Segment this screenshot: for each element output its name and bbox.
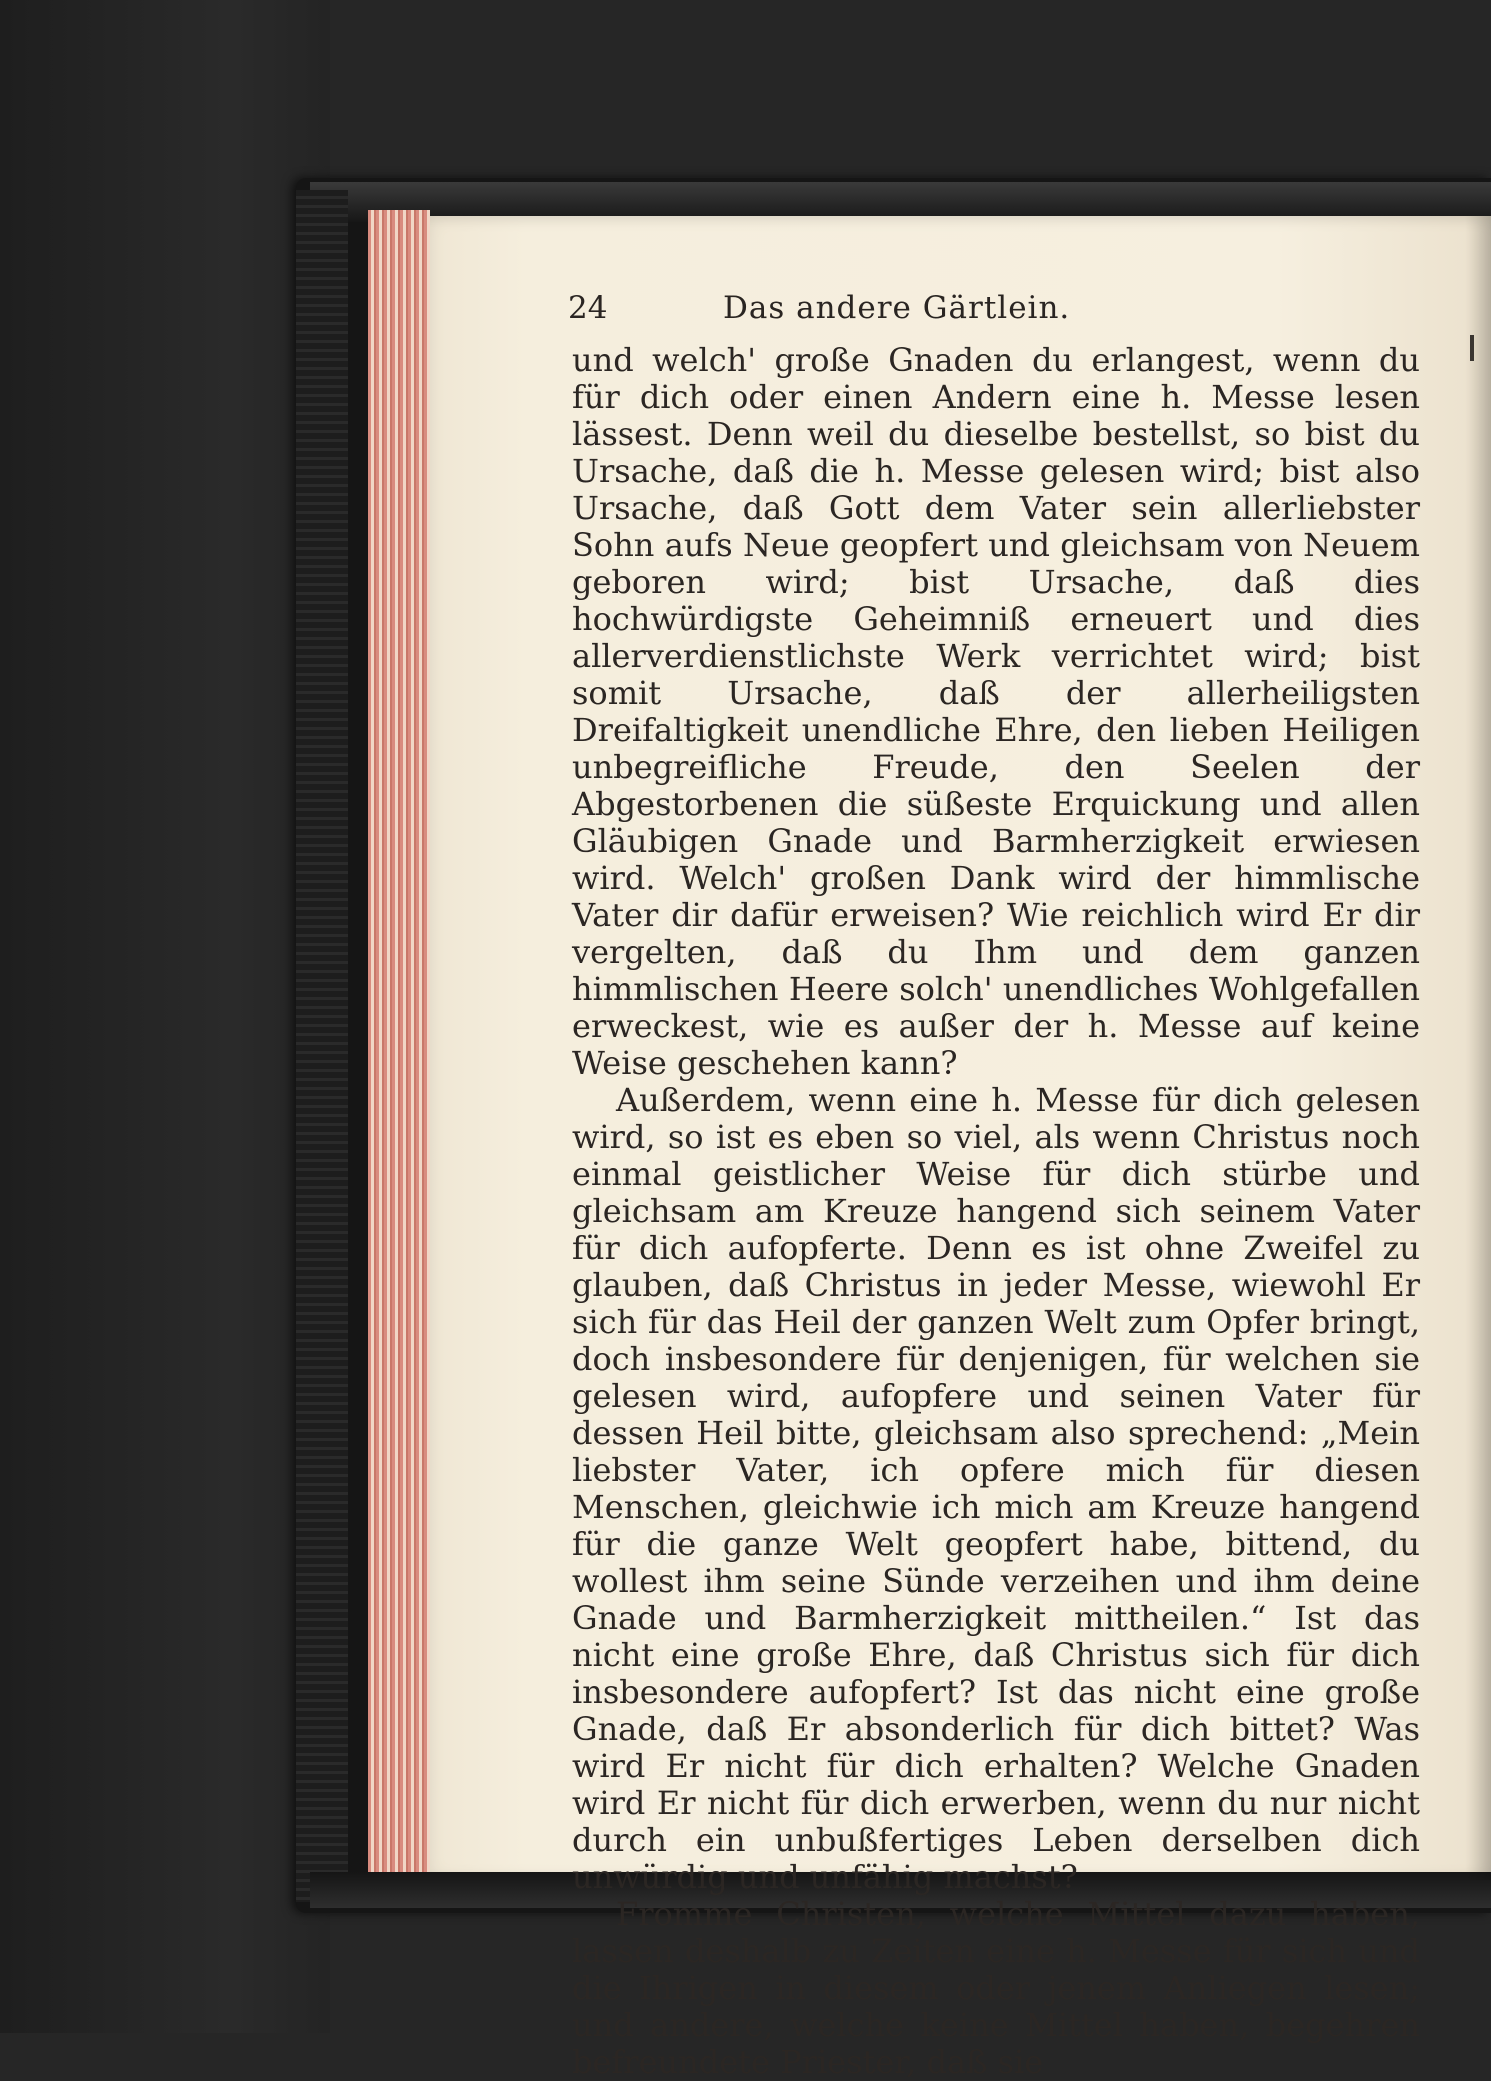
margin-mark bbox=[1470, 335, 1474, 361]
body-text bbox=[572, 342, 1420, 2081]
paragraph: Fromme Christen, welche Mittel dazu haben, lassen deshalb zu Zeiten eine h. Messe für sich und die Ihrigen in diesem oder jenem Anliegen lesen; und andere, welche keine Mittel haben, begehren befreundete Priester, daß sie bbox=[572, 1895, 1420, 2081]
running-title: Das andere Gärtlein. bbox=[723, 290, 1071, 326]
paragraph: und welch' große Gnaden du erlangest, wenn du für dich oder einen Andern eine h. Messe lesen lässest. Denn weil du dieselbe bestellst, so bist du Ursache, daß die h. Messe gelesen wird; bist also Ursache, daß Gott dem Vater sein allerliebster Sohn aufs Neue geopfert und gleichsam von Neuem geboren wird; bist Ursache, daß dies hochwürdigste Geheimniß erneuert und dies allerverdienstlichste Werk verrichtet wird; bist somit Ursache, daß der allerheiligsten Dreifaltigkeit unendliche Ehre, den lieben Heiligen unbegreifliche Freude, den Seelen der Abgestorbenen die süßeste Erquickung und allen Gläubigen Gnade und Barmherzigkeit erwiesen wird. Welch' großen Dank wird der himmlische Vater dir dafür erweisen? Wie reichlich wird Er dir vergelten, daß du Ihm und dem ganzen himmlischen Heere solch' unendliches Wohlgefallen erweckest, wie es außer der h. Messe auf keine Weise geschehen kann? bbox=[572, 341, 1420, 1082]
page-number: 24 bbox=[568, 290, 608, 326]
page-edges bbox=[368, 210, 430, 1890]
page-right-shadow bbox=[1465, 216, 1491, 1880]
page-header bbox=[568, 290, 1448, 336]
background-left bbox=[0, 0, 330, 2033]
book-spine-binding bbox=[296, 190, 348, 1902]
paragraph: Außerdem, wenn eine h. Messe für dich gelesen wird, so ist es eben so viel, als wenn Christus noch einmal geistlicher Weise für dich stürbe und gleichsam am Kreuze hangend sich seinem Vater für dich aufopferte. Denn es ist ohne Zweifel zu glauben, daß Christus in jeder Messe, wiewohl Er sich für das Heil der ganzen Welt zum Opfer bringt, doch insbesondere für denjenigen, für welchen sie gelesen wird, aufopfere und seinen Vater für dessen Heil bitte, gleichsam also sprechend: „Mein liebster Vater, ich opfere mich für diesen Menschen, gleichwie ich mich am Kreuze hangend für die ganze Welt geopfert habe, bittend, du wollest ihm seine Sünde verzeihen und ihm deine Gnade und Barmherzigkeit mittheilen.“ Ist das nicht eine große Ehre, daß Christus sich für dich insbesondere aufopfert? Ist das nicht eine große Gnade, daß Er absonderlich für dich bittet? Was wird Er nicht für dich erhalten? Welche Gnaden wird Er nicht für dich erwerben, wenn du nur nicht durch ein unbußfertiges Leben derselben dich unwürdig und unfähig machst? bbox=[572, 1081, 1420, 1896]
